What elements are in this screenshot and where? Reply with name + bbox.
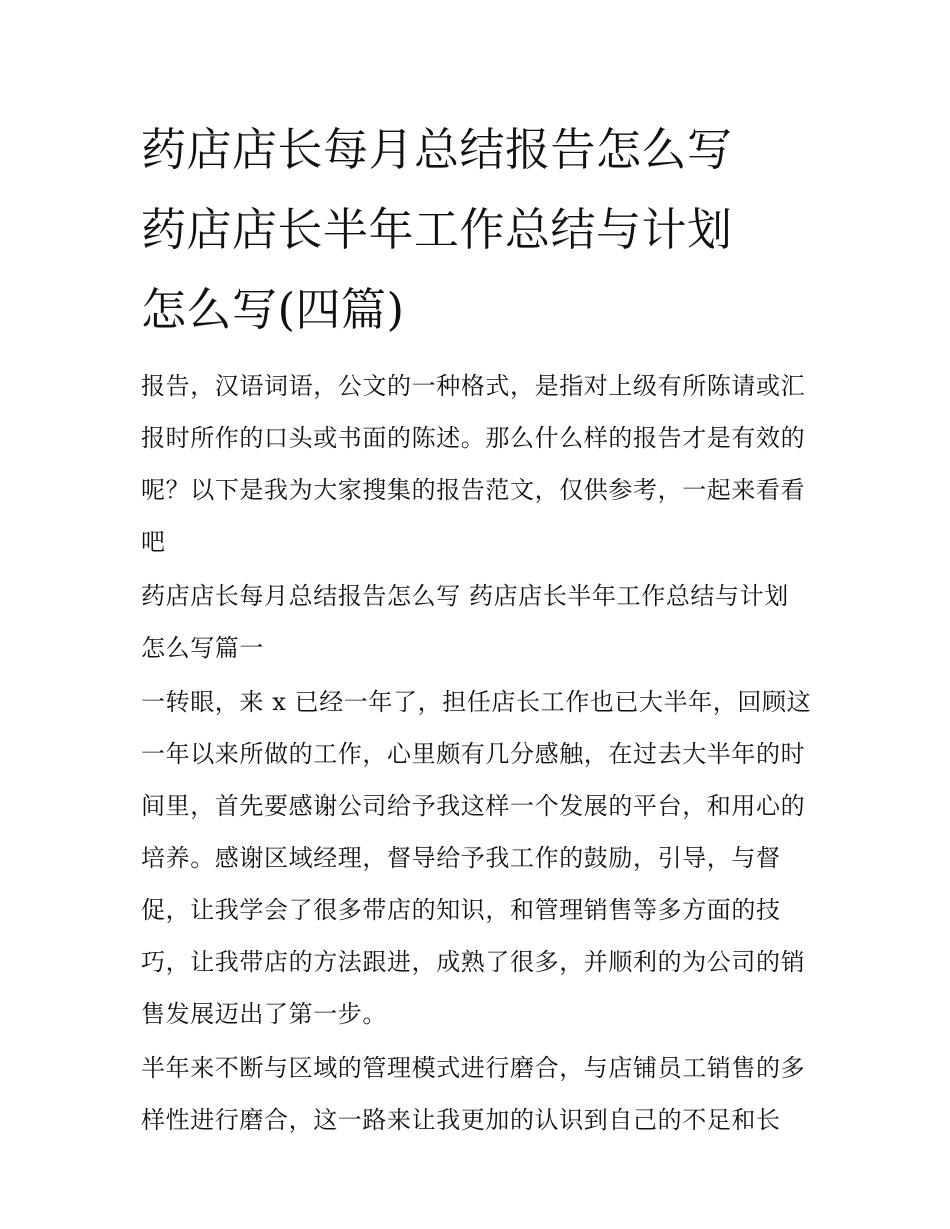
title-line: 药店店长半年工作总结与计划 — [141, 203, 733, 256]
text-line: 一年以来所做的工作，心里颇有几分感触，在过去大半年的时 — [141, 740, 806, 768]
body-paragraph-1 — [141, 676, 813, 1040]
text-line: 报告，汉语词语，公文的一种格式，是指对上级有所陈请或汇 — [141, 372, 806, 400]
intro-paragraph — [141, 360, 813, 568]
text-line: 药店店长每月总结报告怎么写 药店店长半年工作总结与计划 — [141, 582, 789, 610]
text-line: 间里，首先要感谢公司给予我这样一个发展的平台，和用心的 — [141, 792, 806, 820]
text-line: 样性进行磨合，这一路来让我更加的认识到自己的不足和长 — [141, 1106, 781, 1134]
section-heading — [141, 570, 813, 674]
text-line: 一转眼，来 x 已经一年了，担任店长工作也已大半年，回顾这 — [141, 688, 812, 716]
body-paragraph-2 — [141, 1042, 813, 1146]
document-page — [141, 110, 813, 1148]
text-line: 售发展迈出了第一步。 — [141, 1000, 387, 1028]
text-line: 促，让我学会了很多带店的知识，和管理销售等多方面的技 — [141, 896, 781, 924]
text-line: 报时所作的口头或书面的陈述。那么什么样的报告才是有效的 — [141, 424, 806, 452]
text-line: 培养。感谢区域经理，督导给予我工作的鼓励，引导，与督 — [141, 844, 781, 872]
text-line: 呢？以下是我为大家搜集的报告范文，仅供参考，一起来看看 — [141, 476, 806, 504]
document-body — [141, 360, 813, 1146]
text-line: 吧 — [141, 528, 166, 556]
document-title — [141, 110, 813, 350]
title-line: 怎么写(四篇) — [141, 283, 405, 336]
text-line: 巧，让我带店的方法跟进，成熟了很多，并顺利的为公司的销 — [141, 948, 806, 976]
text-line: 半年来不断与区域的管理模式进行磨合，与店铺员工销售的多 — [141, 1054, 806, 1082]
title-line: 药店店长每月总结报告怎么写 — [141, 123, 733, 176]
text-line: 怎么写篇一 — [141, 634, 264, 662]
